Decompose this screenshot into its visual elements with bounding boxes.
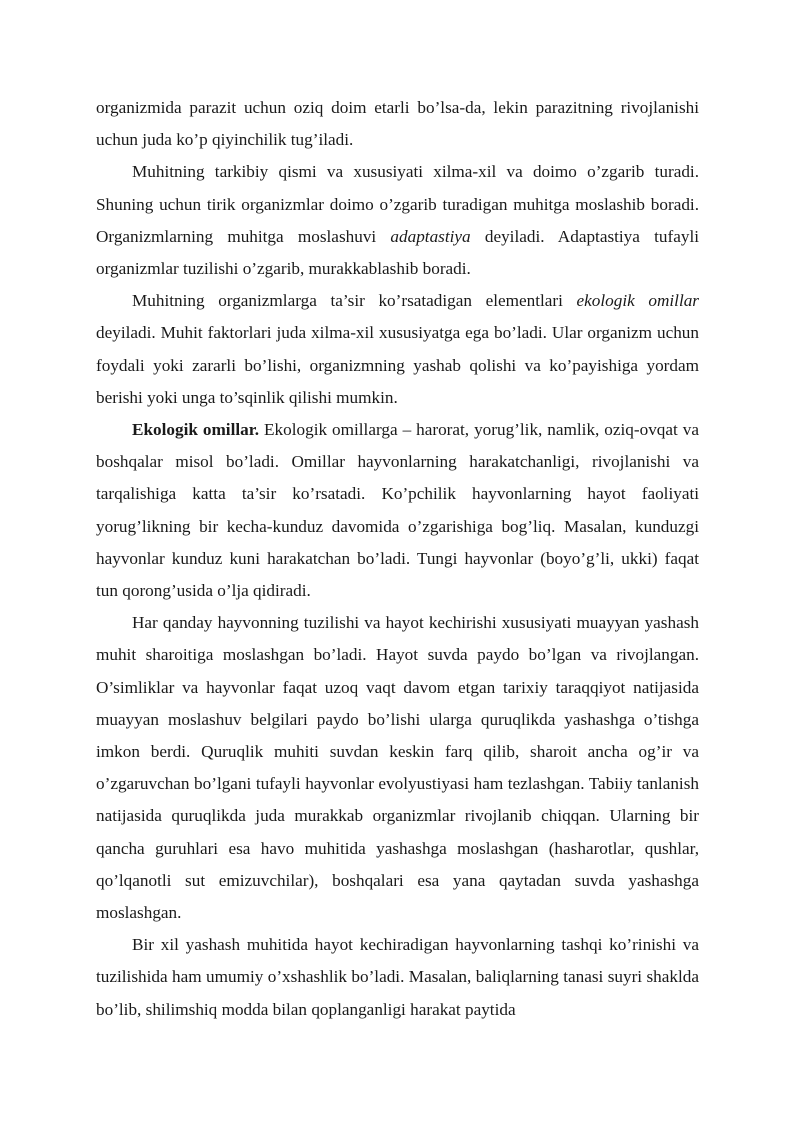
paragraph-text: Muhitning organizmlarga ta’sir ko’rsatadigan elementlari <box>132 291 577 311</box>
paragraph-parasite-continuation <box>96 92 699 156</box>
document-page <box>96 92 699 1026</box>
paragraph-text: Har qanday hayvonning tuzilishi va hayot kechirishi xususiyati muayyan yashash muhit sharoitiga moslashgan bo’ladi. Hayot suvda paydo bo’lgan va rivojlangan. O’simliklar va hayvonlar faqat uzoq vaqt davom etgan tarixiy taraqqiyot natijasida muayyan moslashuv belgilari paydo bo’lishi ularga quruqlikda yashashga o’tishga imkon berdi. Quruqlik muhiti suvdan keskin farq qilib, sharoit ancha og’ir va o’zgaruvchan bo’lgani tufayli hayvonlar evolyustiyasi ham tezlashgan. Tabiiy tanlanish natijasida quruqlikda juda murakkab organizmlar rivojlanib chiqqan. Ularning bir qancha guruhlari esa havo muhitida yashashga moslashgan (hasharotlar, qushlar, qo’lqanotli sut emizuvchilar), boshqalari esa yana qaytadan suvda yashashga moslashgan. <box>96 613 699 923</box>
paragraph-text: deyiladi. Muhit faktorlari juda xilma-xil xususiyatga ega bo’ladi. Ular organizm uchun foydali yoki zararli bo’lishi, organizmning yashab qolishi va ko’payishiga yordam berishi yoki unga to’sqinlik qilishi mumkin. <box>96 323 699 407</box>
paragraph-text: Muhitning tarkibiy qismi va xususiyati xilma-xil va doimo o’zgarib turadi. Shuning uchun tirik organizmlar doimo o’zgarib turadigan muhitga moslashib boradi. Organizmlarning muhitga moslashuvi <box>96 162 699 246</box>
section-heading-ekologik-omillar: Ekologik omillar. <box>132 420 260 440</box>
paragraph-ecological-factors <box>96 414 699 607</box>
paragraph-text: Ekologik omillarga – harorat, yorug’lik, namlik, oziq-ovqat va boshqalar misol bo’ladi. Omillar hayvonlarning harakatchanligi, rivojlanishi va tarqalishiga katta ta’sir ko’rsatadi. Ko’pchilik hayvonlarning hayot faoliyati yorug’likning bir kecha-kunduz davomida o’zgarishiga bog’liq. Masalan, kunduzgi hayvonlar kunduz kuni harakatchan bo’ladi. Tungi hayvonlar (boyo’g’li, ukki) faqat tun qorong’usida o’lja qidiradi. <box>96 420 700 601</box>
paragraph-text: deyiladi. Adaptastiya tufayli organizmlar tuzilishi o’zgarib, murakkablashib boradi. <box>96 226 699 279</box>
paragraph-text: organizmida parazit uchun oziq doim etarli bo’lsa-da, lekin parazitning rivojlanishi uchun juda ko’p qiyinchilik tug’iladi. <box>96 98 699 150</box>
paragraph-ecological-factors-definition <box>96 285 699 414</box>
paragraph-habitat-adaptation <box>96 607 699 929</box>
paragraph-shared-habitat <box>96 929 699 1026</box>
term-adaptastiya: adaptastiya <box>390 226 471 246</box>
term-ekologik-omillar: ekologik omillar <box>576 291 700 311</box>
paragraph-adaptation <box>96 156 699 285</box>
paragraph-text: Bir xil yashash muhitida hayot kechiradigan hayvonlarning tashqi ko’rinishi va tuzilishida ham umumiy o’xshashlik bo’ladi. Masalan, baliqlarning tanasi suyri shaklda bo’lib, shilimshiq modda bilan qoplanganligi harakat paytida <box>96 935 699 1019</box>
